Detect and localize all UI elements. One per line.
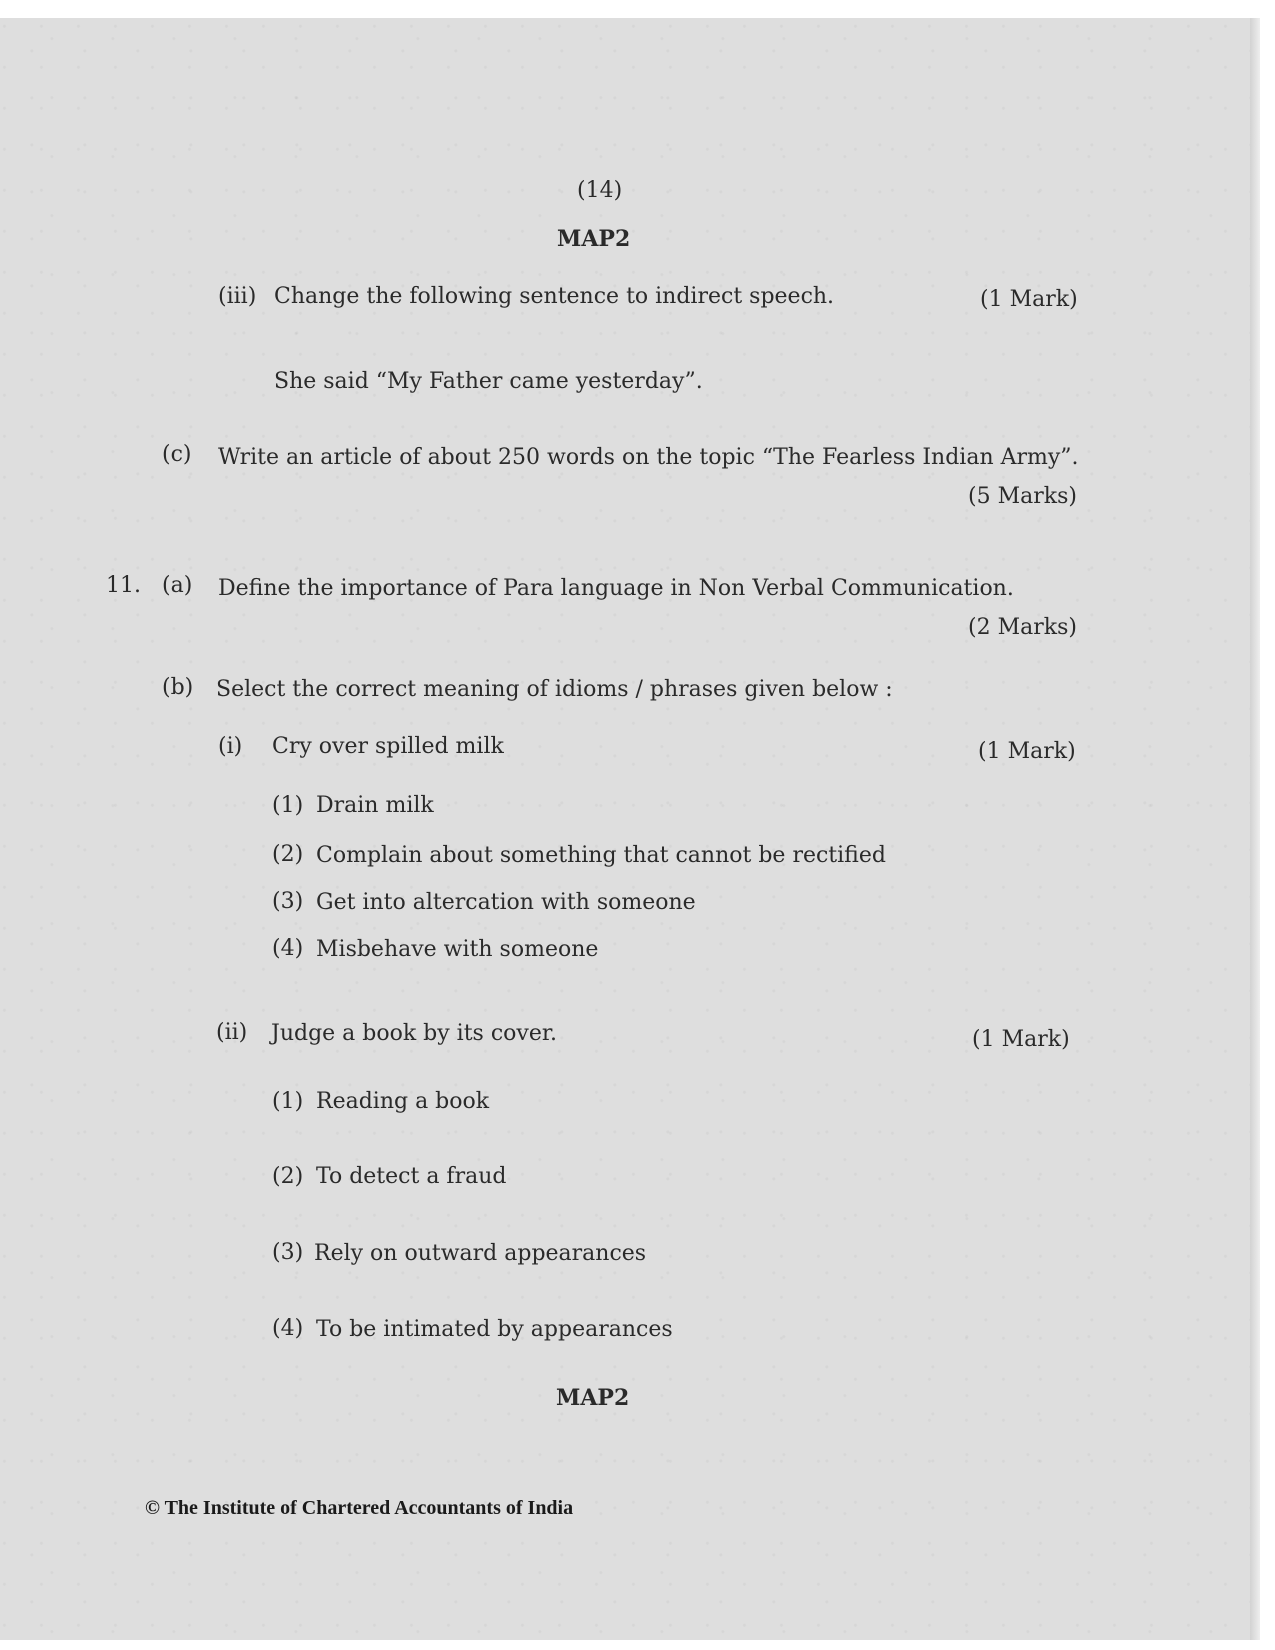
option-text: To detect a fraud [316,1164,507,1189]
option-num: (2) [272,842,304,867]
indirect-speech-sentence: She said “My Father came yesterday”. [274,369,703,394]
option-text: Drain milk [316,793,434,818]
option-num: (3) [272,889,304,914]
option-text: Misbehave with someone [316,937,599,962]
q11-b-label: (b) [162,675,194,700]
option-num: (2) [272,1164,304,1189]
idiom-i-text: Cry over spilled milk [272,734,504,759]
idiom-i-label: (i) [218,734,243,759]
paper-code-footer: MAP2 [556,1385,630,1411]
q11-a-marks: (2 Marks) [968,615,1077,640]
copyright-notice: © The Institute of Chartered Accountants of India [145,1497,574,1519]
idiom-i-marks: (1 Mark) [978,739,1076,764]
part-c-marks: (5 Marks) [968,484,1077,509]
option-num: (1) [272,793,304,818]
scanned-page [0,18,1260,1640]
part-iii-text: Change the following sentence to indirect speech. [274,284,835,309]
part-iii-marks: (1 Mark) [980,287,1078,312]
idiom-ii-text: Judge a book by its cover. [271,1021,557,1046]
option-text: Rely on outward appearances [314,1241,647,1266]
option-text: Complain about something that cannot be rectified [316,843,886,868]
option-num: (4) [272,936,304,961]
part-c-label: (c) [162,442,192,467]
paper-code-header: MAP2 [557,226,631,252]
question-11-number: 11. [106,573,141,598]
part-c-text: Write an article of about 250 words on the topic “The Fearless Indian Army”. [218,445,1079,470]
idiom-ii-label: (ii) [216,1020,248,1045]
q11-a-label: (a) [162,573,193,598]
q11-a-text: Define the importance of Para language in Non Verbal Communication. [218,576,1014,601]
q11-b-text: Select the correct meaning of idioms / phrases given below : [216,677,893,702]
page-edge [1250,18,1260,1640]
option-text: Get into altercation with someone [316,890,696,915]
idiom-ii-marks: (1 Mark) [972,1027,1070,1052]
option-text: To be intimated by appearances [316,1317,673,1342]
option-num: (1) [272,1089,304,1114]
part-iii-label: (iii) [218,284,257,309]
page-number: (14) [577,178,623,203]
option-num: (3) [272,1240,304,1265]
option-text: Reading a book [316,1089,490,1114]
option-num: (4) [272,1316,304,1341]
